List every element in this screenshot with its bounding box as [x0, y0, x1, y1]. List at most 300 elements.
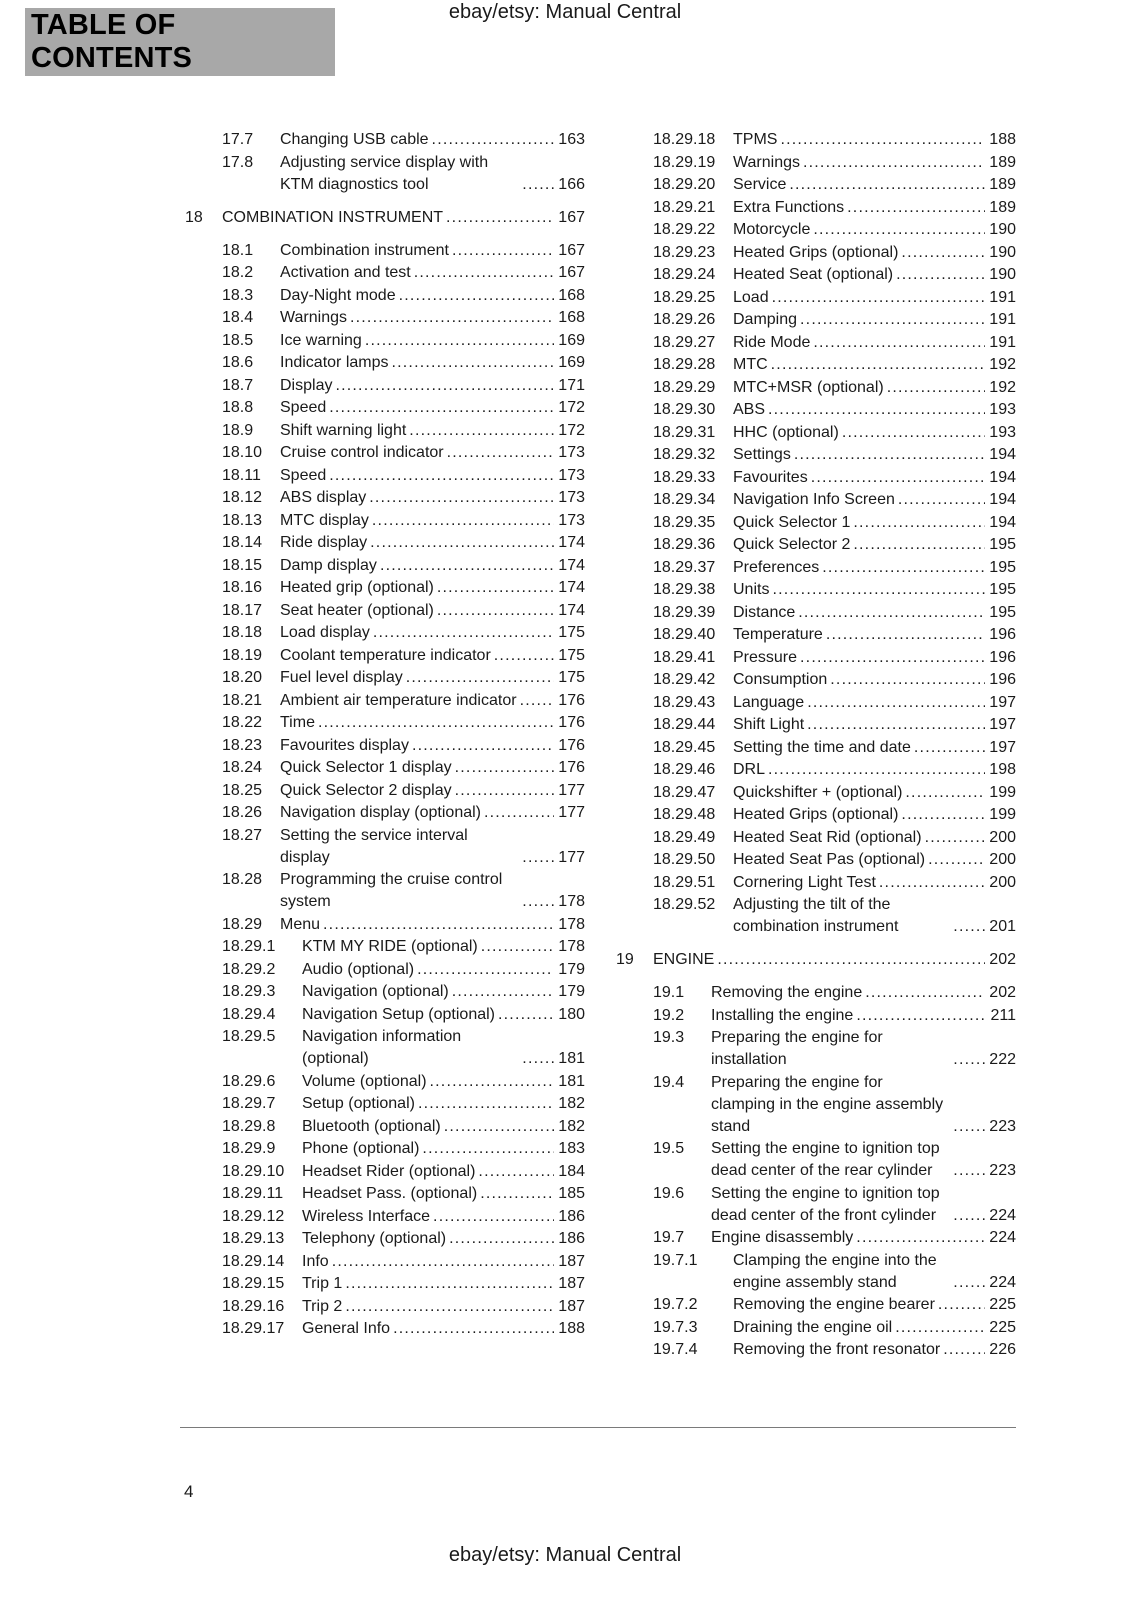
toc-entry-number: 18.29.15 — [222, 1275, 285, 1292]
toc-entry-number: 18.29.24 — [653, 266, 716, 283]
toc-entry-body — [280, 240, 585, 262]
toc-entry-body — [733, 1339, 1016, 1361]
toc-entry-title: TPMS — [733, 131, 778, 148]
toc-entry-title: COMBINATION INSTRUMENT — [222, 208, 444, 226]
toc-entry-title: Navigation display (optional) — [280, 804, 481, 821]
toc-entry-page: 223 — [989, 1162, 1016, 1179]
toc-entry-number: 18.29.27 — [653, 333, 716, 351]
toc-entry-page: 195 — [989, 558, 1016, 576]
toc-entry — [185, 869, 585, 913]
toc-leader-dots — [922, 827, 986, 849]
toc-entry-number: 19.7.1 — [653, 1251, 698, 1269]
toc-entry-page: 186 — [558, 1207, 585, 1225]
toc-entry-page: 181 — [558, 1050, 585, 1067]
toc-entry-number: 18.29.20 — [653, 176, 716, 193]
toc-entry-title: Fuel level display — [280, 669, 403, 686]
toc-entry-page: 184 — [558, 1162, 585, 1180]
toc-entry-page: 197 — [989, 738, 1016, 756]
toc-entry-body — [302, 1273, 585, 1295]
toc-entry — [616, 534, 1016, 556]
toc-leader-dots — [786, 174, 985, 196]
toc-entry-body — [302, 1004, 585, 1026]
toc-entry-number: 18.27 — [222, 826, 263, 844]
toc-entry-page: 192 — [989, 356, 1016, 373]
toc-entry-body — [280, 735, 585, 757]
toc-leader-dots — [876, 872, 985, 894]
toc-entry-body — [280, 780, 585, 802]
toc-entry-body — [733, 309, 1016, 331]
toc-entry — [185, 959, 585, 981]
toc-leader-dots — [429, 129, 555, 151]
toc-leader-dots — [342, 1296, 554, 1318]
toc-entry-title: Warnings — [733, 153, 800, 171]
toc-entry-page: 224 — [989, 1229, 1016, 1246]
toc-entry — [616, 557, 1016, 579]
toc-leader-dots — [444, 442, 555, 464]
toc-entry-number: 18.29.43 — [653, 693, 716, 711]
toc-leader-dots — [441, 1116, 555, 1138]
toc-entry-number: 18.29.31 — [653, 423, 716, 441]
toc-entry-number: 18.29.21 — [653, 198, 716, 216]
toc-entry — [616, 1294, 1016, 1316]
toc-entry-title: Service — [733, 176, 787, 193]
toc-leader-dots — [519, 174, 554, 196]
toc-entry-number: 18.29.22 — [653, 221, 716, 238]
toc-entry-page: 195 — [989, 581, 1016, 598]
toc-entry — [616, 1027, 1016, 1071]
toc-entry — [185, 1026, 585, 1070]
toc-entry-number: 18.14 — [222, 534, 263, 551]
toc-leader-dots — [902, 782, 985, 804]
toc-entry — [616, 332, 1016, 354]
toc-entry-title: Seat heater (optional) — [280, 601, 434, 619]
toc-leader-dots — [409, 735, 554, 757]
toc-entry-number: 18.12 — [222, 489, 263, 506]
toc-entry-page: 194 — [989, 491, 1016, 508]
toc-entry-page: 224 — [989, 1273, 1016, 1291]
toc-entry — [616, 422, 1016, 444]
toc-entry-body — [280, 555, 585, 577]
toc-entry-page: 177 — [558, 804, 585, 821]
toc-leader-dots — [810, 332, 985, 354]
toc-leader-dots — [898, 242, 985, 264]
toc-entry-page: 174 — [558, 556, 585, 574]
toc-entry-title: Setting the time and date — [733, 738, 911, 756]
toc-entry-number: 18.29.48 — [653, 806, 716, 823]
toc-entry-title: MTC+MSR (optional) — [733, 378, 884, 396]
toc-entry-page: 185 — [558, 1185, 585, 1202]
toc-entry-title: Coolant temperature indicator — [280, 646, 491, 664]
toc-entry-title: Cruise control indicator — [280, 444, 444, 461]
toc-leader-dots — [377, 555, 554, 577]
toc-entry — [185, 712, 585, 734]
toc-entry-page: 178 — [558, 915, 585, 933]
toc-leader-dots — [390, 1318, 554, 1340]
toc-entry-number: 18.4 — [222, 309, 254, 326]
toc-entry — [185, 667, 585, 689]
toc-entry — [616, 1183, 1016, 1227]
toc-entry-number: 18.29.35 — [653, 513, 716, 531]
toc-leader-dots — [446, 1228, 554, 1250]
toc-entry-page: 175 — [558, 646, 585, 664]
toc-leader-dots — [765, 399, 985, 421]
toc-entry-page: 178 — [558, 893, 585, 910]
toc-entry-title: Adjusting the tilt of the combination instrument — [733, 896, 899, 935]
toc-entry-page: 177 — [558, 781, 585, 799]
toc-entry-page: 174 — [558, 579, 585, 596]
toc-entry-body — [280, 285, 585, 307]
toc-entry-body — [733, 489, 1016, 511]
toc-entry-number: 18.29.23 — [653, 243, 716, 261]
toc-entry-page: 176 — [558, 691, 585, 709]
toc-leader-dots — [765, 759, 985, 781]
toc-leader-dots — [892, 1317, 985, 1339]
toc-leader-dots — [415, 1093, 554, 1115]
toc-entry — [616, 1250, 1016, 1294]
toc-entry-body — [280, 622, 585, 644]
toc-entry-page: 183 — [558, 1140, 585, 1157]
toc-entry — [616, 129, 1016, 151]
toc-entry-number: 18.29.52 — [653, 896, 716, 913]
toc-entry-number: 18 — [185, 208, 203, 226]
toc-entry-page: 224 — [989, 1206, 1016, 1224]
toc-leader-dots — [808, 467, 986, 489]
toc-leader-dots — [481, 802, 554, 824]
toc-leader-dots — [769, 579, 985, 601]
toc-entry-number: 19.7.4 — [653, 1341, 698, 1358]
toc-entry-page: 202 — [989, 984, 1016, 1001]
toc-entry-number: 18.29.16 — [222, 1297, 285, 1315]
toc-entry-title: Programming the cruise control system — [280, 871, 503, 910]
toc-entry-body — [733, 377, 1016, 399]
toc-entry-number: 18.29.28 — [653, 356, 716, 373]
toc-entry-title: Quick Selector 1 display — [280, 759, 452, 776]
toc-entry — [185, 622, 585, 644]
toc-entry-page: 191 — [989, 333, 1016, 351]
toc-entry-body — [302, 1251, 585, 1273]
toc-entry-title: Ride display — [280, 534, 368, 551]
toc-entry-number: 19.4 — [653, 1073, 685, 1091]
toc-column-left — [185, 129, 585, 1341]
toc-entry-number: 18.29.39 — [653, 603, 716, 621]
toc-entry-title: Draining the engine oil — [733, 1318, 893, 1336]
toc-entry-number: 18.29.45 — [653, 738, 716, 756]
toc-entry-page: 199 — [989, 806, 1016, 823]
toc-leader-dots — [411, 262, 555, 284]
toc-entry-number: 18.29.30 — [653, 401, 716, 418]
toc-entry — [185, 1071, 585, 1093]
toc-entry-body — [733, 242, 1016, 264]
toc-entry-page: 189 — [989, 153, 1016, 171]
toc-entry-body — [733, 264, 1016, 286]
toc-entry-number: 18.22 — [222, 714, 263, 731]
toc-leader-dots — [475, 1161, 554, 1183]
toc-entry-body — [222, 207, 585, 229]
toc-leader-dots — [443, 207, 554, 229]
toc-entry-page: 187 — [558, 1252, 585, 1270]
toc-entry-title: Phone (optional) — [302, 1140, 420, 1157]
toc-entry-body — [733, 129, 1016, 151]
page-title: TABLE OF CONTENTS — [31, 9, 193, 74]
toc-entry — [185, 1206, 585, 1228]
toc-entry-number: 18.29.32 — [653, 446, 716, 463]
toc-entry — [616, 512, 1016, 534]
toc-entry — [185, 465, 585, 487]
toc-entry-page: 163 — [558, 131, 585, 148]
bottom-site-label: ebay/etsy: Manual Central — [448, 1544, 682, 1566]
toc-entry-page: 177 — [558, 848, 585, 866]
toc-entry-body — [733, 1250, 1016, 1294]
toc-entry — [616, 467, 1016, 489]
toc-entry-body — [733, 534, 1016, 556]
toc-entry-page: 197 — [989, 716, 1016, 733]
toc-entry-number: 18.29.51 — [653, 873, 716, 891]
toc-leader-dots — [950, 916, 985, 938]
toc-entry-page: 222 — [989, 1051, 1016, 1068]
toc-entry-body — [280, 375, 585, 397]
toc-entry-body — [711, 1227, 1016, 1249]
toc-entry-page: 193 — [989, 423, 1016, 441]
toc-entry — [185, 397, 585, 419]
toc-entry-number: 18.29.33 — [653, 468, 716, 486]
toc-entry-title: Quick Selector 1 — [733, 513, 851, 531]
toc-entry-body — [280, 802, 585, 824]
toc-entry-page: 182 — [558, 1117, 585, 1135]
toc-entry-page: 226 — [989, 1341, 1016, 1358]
toc-leader-dots — [795, 602, 985, 624]
toc-entry-page: 187 — [558, 1275, 585, 1292]
toc-entry-page: 189 — [989, 198, 1016, 216]
toc-entry-page: 195 — [989, 603, 1016, 621]
toc-entry-number: 18.29.40 — [653, 626, 716, 643]
toc-entry-page: 200 — [989, 873, 1016, 891]
toc-column-right — [616, 129, 1016, 1362]
toc-entry-title: Removing the engine — [711, 984, 863, 1001]
toc-entry-number: 18.29.11 — [222, 1185, 284, 1202]
toc-entry-number: 18.29.6 — [222, 1072, 276, 1090]
toc-entry-page: 166 — [558, 175, 585, 193]
toc-entry — [185, 936, 585, 958]
toc-entry-number: 18.29.8 — [222, 1117, 276, 1135]
toc-leader-dots — [477, 1183, 554, 1205]
toc-entry — [185, 1318, 585, 1340]
toc-entry-body — [733, 827, 1016, 849]
toc-entry — [616, 1317, 1016, 1339]
toc-entry-title: Changing USB cable — [280, 131, 429, 148]
toc-entry-page: 173 — [558, 489, 585, 506]
toc-leader-dots — [519, 891, 554, 913]
toc-title-box — [25, 8, 335, 76]
toc-entry-title: Combination instrument — [280, 241, 449, 259]
toc-entry-body — [280, 420, 585, 442]
toc-leader-dots — [940, 1339, 985, 1361]
toc-entry — [185, 1004, 585, 1026]
toc-leader-dots — [853, 1005, 986, 1027]
toc-leader-dots — [804, 692, 985, 714]
toc-entry — [185, 577, 585, 599]
toc-leader-dots — [326, 397, 554, 419]
toc-leader-dots — [862, 982, 985, 1004]
toc-entry — [185, 1228, 585, 1250]
toc-entry-title: Quick Selector 2 display — [280, 781, 452, 799]
toc-entry-page: 189 — [989, 176, 1016, 193]
toc-entry-body — [733, 647, 1016, 669]
toc-entry — [616, 1005, 1016, 1027]
toc-entry-body — [733, 174, 1016, 196]
toc-entry-page: 176 — [558, 714, 585, 731]
toc-entry-body — [733, 872, 1016, 894]
toc-entry-body — [280, 645, 585, 667]
toc-entry-body — [302, 936, 585, 958]
toc-entry-number: 18.26 — [222, 804, 263, 821]
toc-entry-number: 18.29.29 — [653, 378, 716, 396]
toc-entry — [185, 600, 585, 622]
toc-entry-title: Units — [733, 581, 770, 598]
toc-leader-dots — [452, 757, 555, 779]
toc-entry-page: 195 — [989, 536, 1016, 553]
toc-entry-title: Damp display — [280, 556, 377, 574]
toc-entry-page: 182 — [558, 1095, 585, 1112]
toc-entry-page: 168 — [558, 286, 585, 304]
toc-entry-number: 18.29.13 — [222, 1230, 285, 1247]
toc-entry-number: 18.29.17 — [222, 1320, 285, 1337]
toc-entry-title: Heated Grips (optional) — [733, 806, 899, 823]
toc-entry-title: Navigation information (optional) — [302, 1028, 462, 1067]
toc-entry-body — [280, 532, 585, 554]
toc-leader-dots — [810, 219, 985, 241]
toc-entry-page: 197 — [989, 693, 1016, 711]
toc-leader-dots — [895, 489, 985, 511]
toc-entry — [616, 894, 1016, 938]
toc-entry — [616, 219, 1016, 241]
toc-leader-dots — [850, 512, 985, 534]
toc-entry-number: 18.29.37 — [653, 558, 716, 576]
toc-entry-page: 167 — [558, 241, 585, 259]
toc-entry — [616, 737, 1016, 759]
toc-leader-dots — [950, 1116, 985, 1138]
toc-entry-number: 18.6 — [222, 354, 254, 371]
toc-entry-page: 199 — [989, 783, 1016, 801]
toc-entry-page: 191 — [989, 311, 1016, 328]
toc-entry-page: 186 — [558, 1230, 585, 1247]
toc-entry-title: Activation and test — [280, 264, 411, 281]
toc-entry-title: Pressure — [733, 648, 798, 666]
toc-leader-dots — [925, 849, 985, 871]
toc-entry — [185, 1138, 585, 1160]
toc-entry-page: 171 — [558, 376, 585, 394]
toc-entry-title: Preparing the engine for clamping in the engine assembly stand — [711, 1073, 944, 1135]
toc-entry-title: DRL — [733, 761, 766, 778]
footer-divider — [180, 1427, 1016, 1428]
toc-entry-body — [280, 262, 585, 284]
toc-entry-body — [280, 129, 585, 151]
toc-leader-dots — [414, 959, 554, 981]
toc-entry — [616, 1072, 1016, 1138]
toc-leader-dots — [950, 1272, 985, 1294]
toc-entry-body — [280, 465, 585, 487]
toc-entry-page: 168 — [558, 309, 585, 326]
toc-leader-dots — [495, 1004, 554, 1026]
toc-entry-number: 18.29.49 — [653, 828, 716, 846]
toc-entry-page: 174 — [558, 601, 585, 619]
toc-entry — [185, 330, 585, 352]
toc-entry — [185, 690, 585, 712]
toc-entry-number: 18.29.19 — [653, 153, 716, 171]
toc-entry-page: 180 — [558, 1005, 585, 1023]
toc-leader-dots — [449, 240, 554, 262]
toc-entry — [616, 782, 1016, 804]
toc-leader-dots — [342, 1273, 554, 1295]
toc-entry-number: 18.29.18 — [653, 131, 716, 148]
toc-entry — [185, 532, 585, 554]
toc-entry-title: Motorcycle — [733, 221, 811, 238]
toc-entry — [185, 352, 585, 374]
toc-entry-title: Indicator lamps — [280, 354, 389, 371]
toc-entry-title: Wireless Interface — [302, 1207, 431, 1225]
toc-entry-body — [733, 467, 1016, 489]
toc-entry-body — [733, 332, 1016, 354]
toc-entry-body — [302, 981, 585, 1003]
toc-entry-body — [280, 600, 585, 622]
toc-entry — [616, 602, 1016, 624]
toc-entry-number: 17.7 — [222, 131, 254, 148]
toc-entry-page: 173 — [558, 511, 585, 529]
toc-entry-title: Audio (optional) — [302, 960, 415, 978]
toc-entry-body — [733, 1317, 1016, 1339]
toc-leader-dots — [884, 377, 986, 399]
toc-entry-page: 211 — [990, 1006, 1016, 1024]
toc-leader-dots — [370, 622, 554, 644]
toc-leader-dots — [396, 285, 555, 307]
toc-entry — [185, 555, 585, 577]
toc-entry-title: Cornering Light Test — [733, 873, 876, 891]
toc-entry-body — [733, 804, 1016, 826]
toc-entry-number: 18.29.9 — [222, 1140, 276, 1157]
toc-entry-body — [280, 757, 585, 779]
toc-entry-title: Info — [302, 1252, 329, 1270]
toc-entry-title: Trip 1 — [302, 1275, 343, 1292]
toc-entry-page: 173 — [558, 466, 585, 484]
toc-entry-page: 181 — [558, 1072, 585, 1090]
toc-entry-page: 176 — [558, 736, 585, 754]
toc-entry-title: Consumption — [733, 671, 828, 688]
toc-entry — [185, 1161, 585, 1183]
toc-entry-number: 18.29.46 — [653, 761, 716, 778]
toc-leader-dots — [839, 422, 985, 444]
toc-leader-dots — [369, 510, 554, 532]
toc-leader-dots — [329, 1251, 555, 1273]
toc-entry-body — [711, 1027, 1016, 1071]
toc-leader-dots — [768, 354, 986, 376]
toc-entry — [616, 849, 1016, 871]
toc-leader-dots — [950, 1160, 985, 1182]
toc-entry-page: 173 — [558, 444, 585, 461]
toc-entry-page: 167 — [558, 264, 585, 281]
toc-entry-number: 18.29.42 — [653, 671, 716, 688]
toc-entry-page: 223 — [989, 1117, 1016, 1135]
toc-entry-title: Telephony (optional) — [302, 1230, 447, 1247]
toc-entry-title: Speed — [280, 466, 327, 484]
toc-entry-title: Removing the engine bearer — [733, 1296, 935, 1313]
toc-entry-number: 18.29.5 — [222, 1028, 276, 1045]
toc-entry — [616, 174, 1016, 196]
toc-leader-dots — [366, 487, 554, 509]
toc-entry — [185, 152, 585, 196]
toc-leader-dots — [950, 1049, 985, 1071]
toc-entry — [616, 287, 1016, 309]
toc-leader-dots — [777, 129, 985, 151]
toc-entry — [185, 825, 585, 869]
